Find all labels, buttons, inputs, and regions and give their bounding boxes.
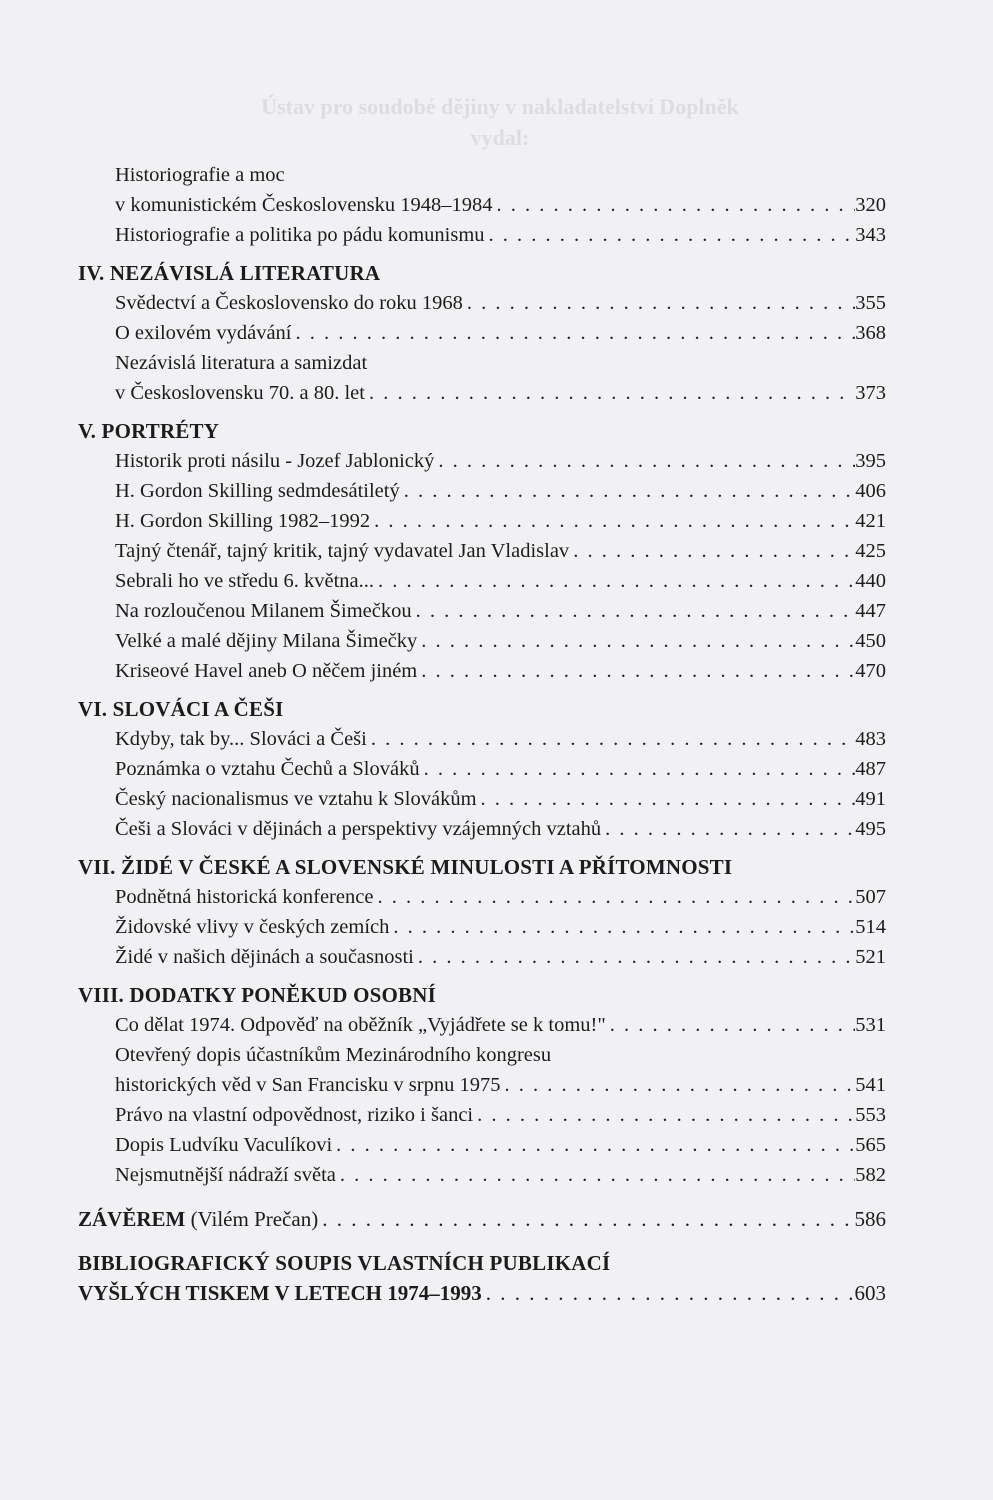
toc-entry-closing[interactable] [78, 1204, 886, 1234]
toc-entry-title: Velké a malé dějiny Milana Šimečky [115, 630, 418, 652]
toc-entry-title: Podnětná historická konference [115, 886, 374, 908]
faint-title: Ústav pro soudobé dějiny v nakladatelství Doplněk [261, 94, 739, 119]
leader-dots [463, 288, 855, 318]
toc-page-number: 447 [855, 600, 886, 622]
toc-page-number: 514 [855, 916, 886, 938]
toc-entry-title: Poznámka o vztahu Čechů a Slováků [115, 758, 420, 780]
toc-entry[interactable] [78, 506, 886, 536]
bibliography-heading-line2: VYŠLÝCH TISKEM V LETECH 1974–1993 [78, 1281, 482, 1305]
leader-dots [389, 912, 855, 942]
toc-entry-title: Dopis Ludvíku Vaculíkovi [115, 1134, 333, 1156]
leader-dots [414, 942, 855, 972]
toc-page-number: 495 [855, 818, 886, 840]
closing-title: ZÁVĚREM [78, 1207, 186, 1231]
toc-page-number: 483 [855, 728, 886, 750]
leader-dots [374, 566, 855, 596]
leader-dots [493, 190, 856, 220]
toc-entry-title: Kdyby, tak by... Slováci a Češi [115, 728, 367, 750]
section-heading[interactable]: V. PORTRÉTY [78, 419, 220, 443]
leader-dots [336, 1160, 855, 1190]
toc-page-number: 470 [855, 660, 886, 682]
toc-entry-title: Židovské vlivy v českých zemích [115, 916, 390, 938]
toc-entry-title-line: Historiografie a moc [115, 164, 285, 186]
leader-dots [365, 378, 855, 408]
bibliography-heading-line1[interactable]: BIBLIOGRAFICKÝ SOUPIS VLASTNÍCH PUBLIKACÍ [78, 1251, 611, 1275]
toc-page-number: 586 [854, 1207, 886, 1231]
toc-entry[interactable] [78, 446, 886, 476]
toc-entry-bibliography[interactable] [78, 1278, 886, 1308]
toc-entry-title: Historiografie a politika po pádu komunismu [115, 224, 485, 246]
toc-entry-title: Co dělat 1974. Odpověď na oběžník „Vyjádřete se k tomu!" [115, 1014, 606, 1036]
section-heading[interactable]: VII. ŽIDÉ V ČESKÉ A SLOVENSKÉ MINULOSTI A PŘÍTOMNOSTI [78, 855, 733, 879]
toc-entry-title: Tajný čtenář, tajný kritik, tajný vydavatel Jan Vladislav [115, 540, 570, 562]
leader-dots [332, 1130, 855, 1160]
toc-page-number: 320 [855, 194, 886, 216]
toc-page-number: 553 [855, 1104, 886, 1126]
toc-page-number: 565 [855, 1134, 886, 1156]
toc-page-number: 507 [855, 886, 886, 908]
toc-page-number: 491 [855, 788, 886, 810]
leader-dots [485, 220, 856, 250]
toc-entry[interactable] [78, 656, 886, 686]
toc-page-number: 521 [855, 946, 886, 968]
toc-entry[interactable] [78, 476, 886, 506]
leader-dots [420, 754, 856, 784]
toc-page-number: 531 [855, 1014, 886, 1036]
toc-entry[interactable] [78, 1070, 886, 1100]
leader-dots [434, 446, 855, 476]
toc-entry-title: Svědectví a Československo do roku 1968 [115, 292, 463, 314]
toc-entry-title: O exilovém vydávání [115, 322, 292, 344]
toc-entry[interactable] [78, 220, 886, 250]
toc-page-number: 603 [854, 1281, 886, 1305]
toc-entry[interactable] [78, 1100, 886, 1130]
leader-dots [412, 596, 856, 626]
toc-entry[interactable] [78, 378, 886, 408]
table-of-contents [78, 160, 886, 1308]
leader-dots [601, 814, 855, 844]
leader-dots [370, 506, 855, 536]
leader-dots [367, 724, 855, 754]
toc-entry[interactable] [78, 190, 886, 220]
faint-subtitle: vydal: [470, 124, 530, 150]
toc-entry-title: H. Gordon Skilling 1982–1992 [115, 510, 371, 532]
toc-entry-title: H. Gordon Skilling sedmdesátiletý [115, 480, 400, 502]
toc-entry-title: Právo na vlastní odpovědnost, riziko i šanci [115, 1104, 474, 1126]
leader-dots [477, 784, 856, 814]
toc-page-number: 355 [855, 292, 886, 314]
toc-entry[interactable] [78, 288, 886, 318]
toc-entry-title: historických věd v San Francisku v srpnu 1975 [115, 1074, 501, 1096]
section-heading[interactable]: VIII. DODATKY PONĚKUD OSOBNÍ [78, 983, 436, 1007]
toc-entry[interactable] [78, 318, 886, 348]
toc-entry[interactable] [78, 882, 886, 912]
toc-entry-title: Židé v našich dějinách a současnosti [115, 946, 414, 968]
toc-entry-title: Češi a Slováci v dějinách a perspektivy vzájemných vztahů [115, 818, 602, 840]
toc-page-number: 541 [855, 1074, 886, 1096]
leader-dots [417, 626, 855, 656]
leader-dots [417, 656, 855, 686]
toc-entry[interactable] [78, 1010, 886, 1040]
toc-entry[interactable] [78, 754, 886, 784]
toc-entry-title: v Československu 70. a 80. let [115, 382, 365, 404]
leader-dots [500, 1070, 855, 1100]
toc-page-number: 487 [855, 758, 886, 780]
toc-entry-title: Na rozloučenou Milanem Šimečkou [115, 600, 412, 622]
toc-entry[interactable] [78, 724, 886, 754]
toc-entry[interactable] [78, 784, 886, 814]
toc-page-number: 450 [855, 630, 886, 652]
toc-entry[interactable] [78, 596, 886, 626]
toc-page-number: 406 [855, 480, 886, 502]
toc-page-number: 425 [855, 540, 886, 562]
toc-page-number: 440 [855, 570, 886, 592]
leader-dots [291, 318, 855, 348]
toc-entry-title-line: Nezávislá literatura a samizdat [115, 352, 368, 374]
leader-dots [318, 1204, 854, 1234]
toc-page-number: 421 [855, 510, 886, 532]
toc-entry[interactable] [78, 814, 886, 844]
toc-entry-title: Nejsmutnější nádraží světa [115, 1164, 336, 1186]
leader-dots [482, 1278, 855, 1308]
toc-entry[interactable] [78, 566, 886, 596]
leader-dots [400, 476, 856, 506]
closing-author: (Vilém Prečan) [190, 1207, 319, 1231]
toc-entry-title: Historik proti násilu - Jozef Jablonický [115, 450, 435, 472]
show-through-text [60, 92, 940, 154]
leader-dots [569, 536, 855, 566]
toc-entry-title-line: Otevřený dopis účastníkům Mezinárodního kongresu [115, 1044, 552, 1066]
section-heading[interactable]: IV. NEZÁVISLÁ LITERATURA [78, 261, 381, 285]
toc-entry[interactable] [78, 626, 886, 656]
toc-page-number: 582 [855, 1164, 886, 1186]
toc-entry[interactable] [78, 1160, 886, 1190]
toc-entry-title: v komunistickém Československu 1948–1984 [115, 194, 493, 216]
toc-page-number: 343 [855, 224, 886, 246]
toc-page-number: 368 [855, 322, 886, 344]
toc-entry-title: Kriseové Havel aneb O něčem jiném [115, 660, 418, 682]
leader-dots [473, 1100, 855, 1130]
leader-dots [373, 882, 855, 912]
section-heading[interactable]: VI. SLOVÁCI A ČEŠI [78, 697, 284, 721]
toc-entry[interactable] [78, 912, 886, 942]
toc-entry[interactable] [78, 536, 886, 566]
leader-dots [606, 1010, 856, 1040]
toc-entry-title: Sebrali ho ve středu 6. května... [115, 570, 375, 592]
toc-entry-title: Český nacionalismus ve vztahu k Slovákům [115, 788, 477, 810]
toc-entry[interactable] [78, 942, 886, 972]
toc-page-number: 395 [855, 450, 886, 472]
toc-entry[interactable] [78, 1130, 886, 1160]
toc-page-number: 373 [855, 382, 886, 404]
